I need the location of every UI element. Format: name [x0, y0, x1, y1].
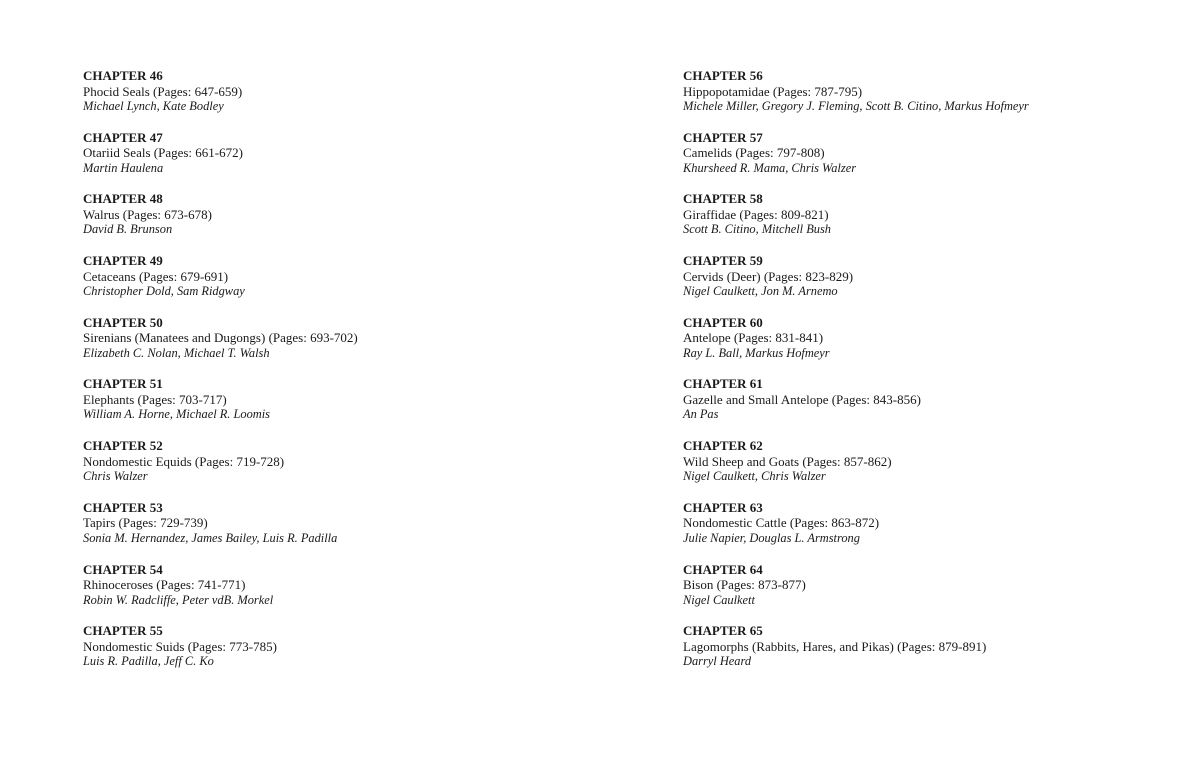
chapter-entry [683, 438, 1200, 500]
chapter-authors: Julie Napier, Douglas L. Armstrong [683, 530, 860, 545]
chapter-entry [683, 191, 1200, 253]
chapter-entry [683, 253, 1200, 315]
chapter-number: CHAPTER 63 [683, 499, 763, 515]
chapter-number: CHAPTER 61 [683, 376, 763, 392]
chapter-title: Cetaceans (Pages: 679-691) [83, 268, 229, 284]
chapter-title: Giraffidae (Pages: 809-821) [683, 206, 829, 222]
chapter-number: CHAPTER 49 [83, 253, 163, 269]
chapter-entry [683, 376, 1200, 438]
chapter-number: CHAPTER 47 [83, 129, 163, 145]
chapter-number: CHAPTER 52 [83, 438, 163, 454]
chapter-number: CHAPTER 48 [83, 191, 163, 207]
chapter-title: Gazelle and Small Antelope (Pages: 843-856) [683, 391, 921, 407]
chapter-authors: Nigel Caulkett, Jon M. Arnemo [683, 284, 838, 299]
chapter-entry [83, 438, 603, 500]
chapter-authors: Sonia M. Hernandez, James Bailey, Luis R. Padilla [83, 530, 338, 545]
toc-column-left [83, 68, 603, 685]
chapter-title: Walrus (Pages: 673-678) [83, 206, 212, 222]
chapter-entry [683, 68, 1200, 130]
chapter-title: Sirenians (Manatees and Dugongs) (Pages: 693-702) [83, 330, 358, 346]
chapter-title: Nondomestic Suids (Pages: 773-785) [83, 638, 277, 654]
chapter-entry [83, 253, 603, 315]
chapter-number: CHAPTER 56 [683, 68, 763, 83]
chapter-number: CHAPTER 57 [683, 129, 763, 145]
chapter-entry [683, 623, 1200, 685]
chapter-authors: Scott B. Citino, Mitchell Bush [683, 222, 831, 237]
chapter-authors: Ray L. Ball, Markus Hofmeyr [683, 345, 830, 360]
chapter-title: Camelids (Pages: 797-808) [683, 145, 825, 161]
chapter-number: CHAPTER 51 [83, 376, 163, 392]
chapter-entry [83, 500, 603, 562]
chapter-authors: An Pas [683, 407, 719, 422]
chapter-entry [83, 315, 603, 377]
chapter-entry [83, 623, 603, 685]
chapter-entry [683, 315, 1200, 377]
chapter-number: CHAPTER 62 [683, 438, 763, 454]
chapter-authors: Chris Walzer [83, 469, 148, 484]
chapter-entry [683, 130, 1200, 192]
chapter-entry [83, 130, 603, 192]
chapter-title: Antelope (Pages: 831-841) [683, 330, 824, 346]
chapter-entry [683, 500, 1200, 562]
chapter-number: CHAPTER 58 [683, 191, 763, 207]
chapter-title: Lagomorphs (Rabbits, Hares, and Pikas) (Pages: 879-891) [683, 638, 987, 654]
toc-column-right [683, 68, 1200, 685]
chapter-entry [83, 68, 603, 130]
chapter-number: CHAPTER 53 [83, 499, 163, 515]
chapter-authors: Nigel Caulkett, Chris Walzer [683, 469, 826, 484]
chapter-title: Otariid Seals (Pages: 661-672) [83, 145, 243, 161]
chapter-number: CHAPTER 50 [83, 314, 163, 330]
chapter-authors: Martin Haulena [83, 160, 164, 175]
chapter-title: Tapirs (Pages: 729-739) [83, 515, 208, 531]
chapter-entry [83, 562, 603, 624]
chapter-authors: Luis R. Padilla, Jeff C. Ko [83, 654, 214, 669]
chapter-title: Phocid Seals (Pages: 647-659) [83, 83, 243, 99]
chapter-number: CHAPTER 46 [83, 68, 163, 83]
chapter-authors: David B. Brunson [83, 222, 173, 237]
chapter-authors: William A. Horne, Michael R. Loomis [83, 407, 270, 422]
chapter-number: CHAPTER 59 [683, 253, 763, 269]
chapter-title: Bison (Pages: 873-877) [683, 577, 806, 592]
chapter-authors: Khursheed R. Mama, Chris Walzer [683, 160, 857, 175]
chapter-number: CHAPTER 54 [83, 561, 163, 577]
chapter-number: CHAPTER 60 [683, 314, 763, 330]
chapter-authors: Michael Lynch, Kate Bodley [83, 99, 224, 113]
chapter-entry [83, 376, 603, 438]
chapter-title: Nondomestic Cattle (Pages: 863-872) [683, 515, 880, 531]
chapter-title: Hippopotamidae (Pages: 787-795) [683, 83, 863, 99]
chapter-authors: Robin W. Radcliffe, Peter vdB. Morkel [83, 592, 274, 607]
chapter-authors: Michele Miller, Gregory J. Fleming, Scott B. Citino, Markus Hofmeyr [683, 99, 1029, 113]
chapter-number: CHAPTER 65 [683, 623, 763, 639]
chapter-title: Rhinoceroses (Pages: 741-771) [83, 577, 246, 592]
chapter-authors: Elizabeth C. Nolan, Michael T. Walsh [83, 345, 270, 360]
chapter-number: CHAPTER 55 [83, 623, 163, 639]
chapter-title: Wild Sheep and Goats (Pages: 857-862) [683, 453, 892, 469]
chapter-authors: Christopher Dold, Sam Ridgway [83, 284, 245, 299]
chapter-title: Elephants (Pages: 703-717) [83, 391, 227, 407]
chapter-title: Cervids (Deer) (Pages: 823-829) [683, 268, 854, 284]
chapter-entry [83, 191, 603, 253]
chapter-authors: Nigel Caulkett [683, 592, 755, 607]
chapter-number: CHAPTER 64 [683, 561, 763, 577]
chapter-title: Nondomestic Equids (Pages: 719-728) [83, 453, 285, 469]
chapter-entry [683, 562, 1200, 624]
chapter-authors: Darryl Heard [683, 654, 752, 669]
